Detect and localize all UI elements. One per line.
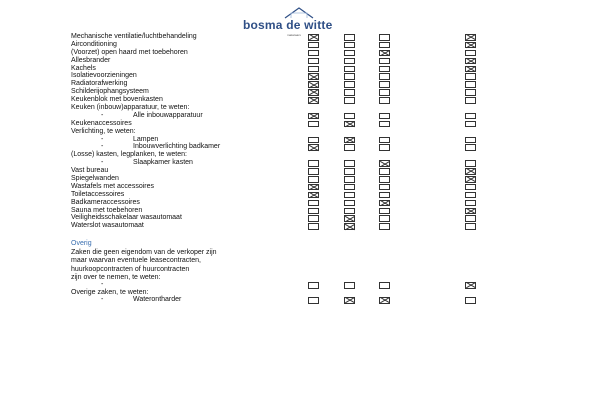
checkbox-col-1[interactable] <box>308 297 319 304</box>
checkbox-col-2[interactable] <box>344 144 355 151</box>
checkbox-col-3[interactable] <box>379 223 390 230</box>
row-label: (Voorzet) open haard met toebehoren <box>71 48 188 56</box>
checkbox-col-2[interactable] <box>344 73 355 80</box>
checklist-row <box>71 104 491 112</box>
row-label: Inbouwverlichting badkamer <box>133 143 221 151</box>
checkbox-col-1[interactable] <box>308 184 319 191</box>
checkbox-col-3[interactable] <box>379 160 390 167</box>
checkbox-col-1[interactable] <box>308 215 319 222</box>
checklist-row <box>71 136 491 144</box>
row-label: Kachels <box>71 64 96 72</box>
checkbox-col-2[interactable] <box>344 66 355 73</box>
checkbox-col-2[interactable] <box>344 121 355 128</box>
checklist-row <box>71 222 491 230</box>
checkbox-col-2[interactable] <box>344 137 355 144</box>
checklist-row <box>71 96 491 104</box>
checkbox-col-2[interactable] <box>344 215 355 222</box>
item-list <box>71 33 491 230</box>
checkbox-col-1[interactable] <box>308 160 319 167</box>
checklist-row <box>71 72 491 80</box>
checkbox-col-1[interactable] <box>308 58 319 65</box>
checkbox-col-1[interactable] <box>308 168 319 175</box>
row-label: Alle inbouwapparatuur <box>133 111 203 119</box>
checklist-row <box>71 80 491 88</box>
checklist-row <box>71 41 491 49</box>
row-label: Keukenaccessoires <box>71 119 132 127</box>
checkbox-col-3[interactable] <box>379 121 390 128</box>
row-label: Mechanische ventilatie/luchtbehandeling <box>71 33 197 40</box>
checkbox-col-2[interactable] <box>344 282 355 289</box>
overig-paragraph <box>71 249 217 282</box>
checkbox-col-4[interactable] <box>465 297 476 304</box>
checkbox-col-1[interactable] <box>308 50 319 57</box>
row-label: Schilderijophangsysteem <box>71 88 149 96</box>
checkbox-col-1[interactable] <box>308 144 319 151</box>
overig-line: maar waarvan eventuele leasecontracten, <box>71 257 201 265</box>
checkbox-col-2[interactable] <box>344 34 355 41</box>
checkbox-col-1[interactable] <box>308 223 319 230</box>
checkbox-col-4[interactable] <box>465 200 476 207</box>
checkbox-col-3[interactable] <box>379 297 390 304</box>
row-label: Vast bureau <box>71 167 109 175</box>
row-label: Airconditioning <box>71 40 117 48</box>
overig-line: Zaken die geen eigendom van de verkoper zijn <box>71 249 217 256</box>
checkbox-col-1[interactable] <box>308 192 319 199</box>
checkbox-col-4[interactable] <box>465 81 476 88</box>
checkbox-col-4[interactable] <box>465 215 476 222</box>
dash-bullet: - <box>101 296 104 303</box>
checkbox-col-2[interactable] <box>344 208 355 215</box>
checkbox-col-1[interactable] <box>308 113 319 120</box>
checklist-row <box>71 151 491 159</box>
checkbox-col-2[interactable] <box>344 81 355 88</box>
dash-bullet: - <box>101 281 104 288</box>
row-label: Isolatievoorzieningen <box>71 72 137 80</box>
checkbox-col-3[interactable] <box>379 282 390 289</box>
row-label: Waterslot wasautomaat <box>71 222 144 230</box>
checkbox-col-2[interactable] <box>344 160 355 167</box>
checkbox-col-4[interactable] <box>465 168 476 175</box>
logo-subtitle: makelaars <box>287 33 301 37</box>
row-label: Keuken (inbouw)apparatuur, te weten: <box>71 104 190 112</box>
checkbox-col-4[interactable] <box>465 42 476 49</box>
checkbox-col-4[interactable] <box>465 223 476 230</box>
checkbox-col-1[interactable] <box>308 73 319 80</box>
row-label: Allesbrander <box>71 56 111 64</box>
section-title-overig: Overig <box>71 240 92 247</box>
checkbox-col-4[interactable] <box>465 89 476 96</box>
checkbox-col-2[interactable] <box>344 184 355 191</box>
checkbox-col-4[interactable] <box>465 192 476 199</box>
row-label: Verlichting, te weten: <box>71 127 136 135</box>
checkbox-col-1[interactable] <box>308 97 319 104</box>
checkbox-col-4[interactable] <box>465 50 476 57</box>
checklist-row <box>71 112 491 120</box>
other-header: Overige zaken, te weten: <box>71 289 149 296</box>
checkbox-col-3[interactable] <box>379 168 390 175</box>
checkbox-col-2[interactable] <box>344 223 355 230</box>
checkbox-col-4[interactable] <box>465 121 476 128</box>
checkbox-col-1[interactable] <box>308 200 319 207</box>
checkbox-col-2[interactable] <box>344 113 355 120</box>
checkbox-col-2[interactable] <box>344 297 355 304</box>
checkbox-col-3[interactable] <box>379 42 390 49</box>
overig-row <box>71 281 491 289</box>
checklist-row <box>71 191 491 199</box>
checklist-row <box>71 296 491 304</box>
checkbox-col-2[interactable] <box>344 50 355 57</box>
dash-bullet: - <box>101 111 104 119</box>
checkbox-col-3[interactable] <box>379 97 390 104</box>
checklist-row <box>71 281 491 289</box>
row-label: Spiegelwanden <box>71 175 119 183</box>
checkbox-col-4[interactable] <box>465 73 476 80</box>
checkbox-col-4[interactable] <box>465 34 476 41</box>
checkbox-col-3[interactable] <box>379 144 390 151</box>
checklist-row <box>71 167 491 175</box>
checkbox-col-3[interactable] <box>379 89 390 96</box>
row-label: Sauna met toebehoren <box>71 206 143 214</box>
checkbox-col-2[interactable] <box>344 200 355 207</box>
checkbox-col-2[interactable] <box>344 168 355 175</box>
checkbox-col-1[interactable] <box>308 282 319 289</box>
row-label: Radiatorafwerking <box>71 80 128 88</box>
row-label: Veiligheidsschakelaar wasautomaat <box>71 214 182 222</box>
checkbox-col-2[interactable] <box>344 176 355 183</box>
row-label: Waterontharder <box>133 296 182 303</box>
checklist-row <box>71 143 491 151</box>
checkbox-col-4[interactable] <box>465 137 476 144</box>
overig-line: huurkoopcontracten of huurcontracten <box>71 265 190 273</box>
checkbox-col-3[interactable] <box>379 50 390 57</box>
checkbox-col-3[interactable] <box>379 192 390 199</box>
logo-brand: bosma de witte <box>243 18 333 32</box>
dash-bullet: - <box>101 143 104 151</box>
checklist-row <box>71 128 491 136</box>
checkbox-col-4[interactable] <box>465 97 476 104</box>
checklist-row <box>71 175 491 183</box>
checkbox-col-3[interactable] <box>379 66 390 73</box>
checkbox-col-3[interactable] <box>379 113 390 120</box>
checkbox-col-3[interactable] <box>379 208 390 215</box>
checklist-row <box>71 57 491 65</box>
checklist-row <box>71 183 491 191</box>
checklist-row <box>71 214 491 222</box>
checkbox-col-3[interactable] <box>379 184 390 191</box>
checkbox-col-1[interactable] <box>308 137 319 144</box>
checkbox-col-3[interactable] <box>379 176 390 183</box>
row-label: Slaapkamer kasten <box>133 159 193 167</box>
checkbox-col-3[interactable] <box>379 200 390 207</box>
checkbox-col-1[interactable] <box>308 176 319 183</box>
checklist-row <box>71 49 491 57</box>
checkbox-col-4[interactable] <box>465 184 476 191</box>
checkbox-col-4[interactable] <box>465 113 476 120</box>
checkbox-col-2[interactable] <box>344 89 355 96</box>
row-label: Lampen <box>133 135 159 143</box>
checkbox-col-4[interactable] <box>465 282 476 289</box>
checkbox-col-3[interactable] <box>379 73 390 80</box>
checkbox-col-3[interactable] <box>379 215 390 222</box>
dash-bullet: - <box>101 159 104 167</box>
checkbox-col-4[interactable] <box>465 208 476 215</box>
overig-line: zijn over te nemen, te weten: <box>71 273 161 281</box>
row-label: Keukenblok met bovenkasten <box>71 96 163 104</box>
dash-bullet: - <box>101 135 104 143</box>
checklist-row <box>71 65 491 73</box>
row-label: Wastafels met accessoires <box>71 182 154 190</box>
checkbox-col-1[interactable] <box>308 34 319 41</box>
checkbox-col-1[interactable] <box>308 89 319 96</box>
row-label: Badkameraccessoires <box>71 198 140 206</box>
checkbox-col-2[interactable] <box>344 192 355 199</box>
checkbox-col-4[interactable] <box>465 176 476 183</box>
checklist-row <box>71 207 491 215</box>
checklist-row <box>71 159 491 167</box>
checkbox-col-1[interactable] <box>308 81 319 88</box>
checkbox-col-4[interactable] <box>465 58 476 65</box>
checkbox-col-3[interactable] <box>379 137 390 144</box>
company-logo <box>243 6 333 37</box>
overig-row <box>71 296 491 304</box>
checkbox-col-3[interactable] <box>379 34 390 41</box>
checklist-row <box>71 88 491 96</box>
checkbox-col-2[interactable] <box>344 42 355 49</box>
checkbox-col-1[interactable] <box>308 208 319 215</box>
checkbox-col-4[interactable] <box>465 66 476 73</box>
checklist-row <box>71 120 491 128</box>
checkbox-col-4[interactable] <box>465 144 476 151</box>
checklist-row <box>71 33 491 41</box>
row-label: Toiletaccessoires <box>71 190 125 198</box>
checkbox-col-1[interactable] <box>308 121 319 128</box>
checkbox-col-2[interactable] <box>344 58 355 65</box>
checkbox-col-3[interactable] <box>379 81 390 88</box>
checkbox-col-1[interactable] <box>308 66 319 73</box>
row-label: (Losse) kasten, legplanken, te weten: <box>71 151 187 159</box>
checkbox-col-2[interactable] <box>344 97 355 104</box>
checkbox-col-3[interactable] <box>379 58 390 65</box>
checklist-row <box>71 199 491 207</box>
checkbox-col-1[interactable] <box>308 42 319 49</box>
checkbox-col-4[interactable] <box>465 160 476 167</box>
